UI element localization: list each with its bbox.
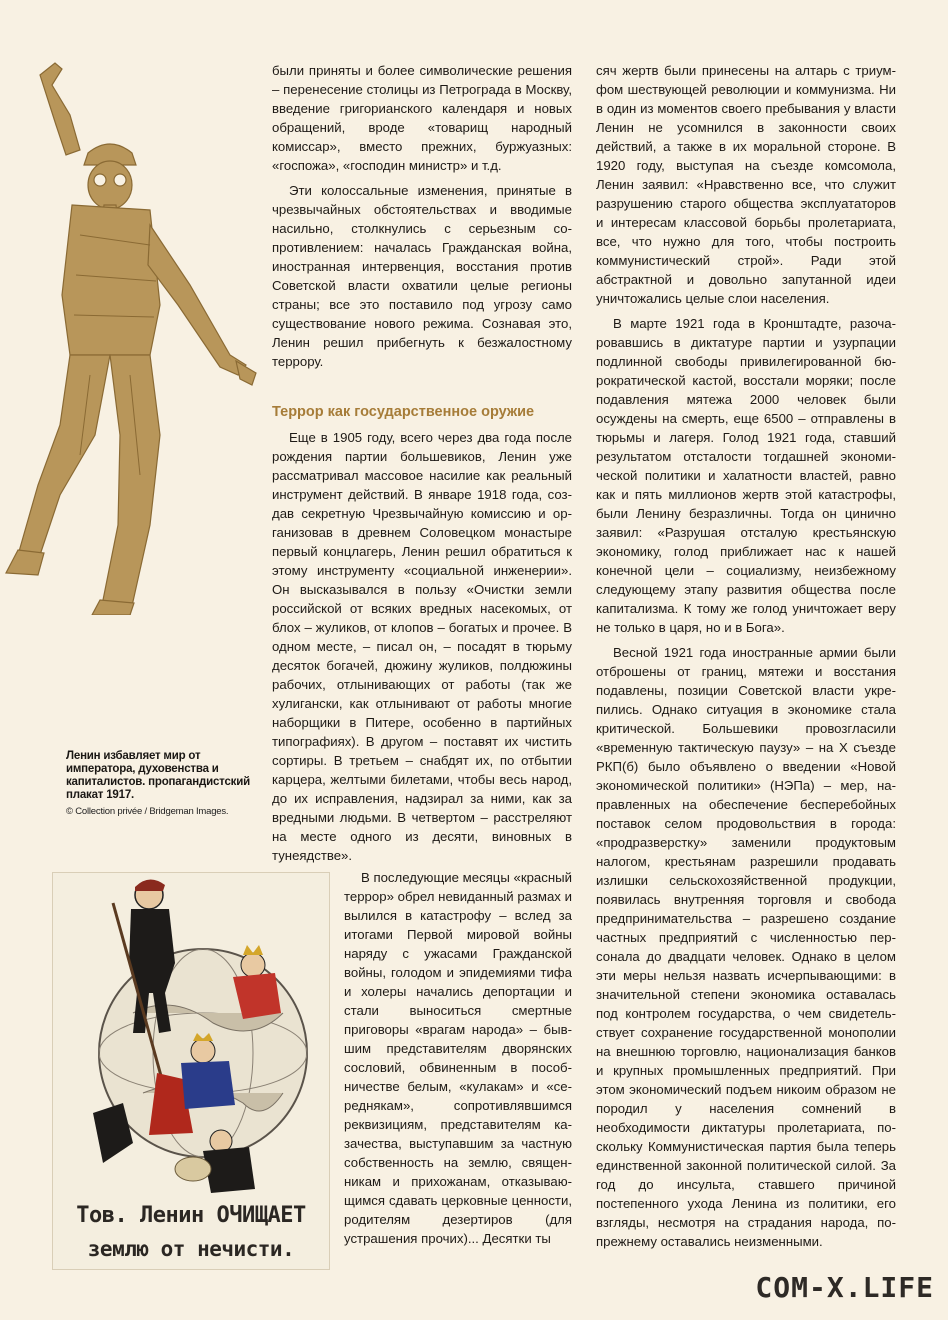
site-watermark: COM-X.LIFE xyxy=(755,1271,934,1304)
paragraph: Весной 1921 года иностранные армии были отброшены от границ, мятежи и восстания подавлены, позиции Советской власти укрепились. Однако ситуация в экономике стала критической. Большевики провозгласили «временную тактическую паузу» – на X съезде РКП(б) было объявлено о введении «Новой экономической политики» (НЭПа) – мер, направленных на обеспечение бесперебойных поставок селом продовольствия в города: «продразверстку» заменили продуктовым налогом, крестьянам разрешили продавать излишки сельскохозяйственной продукции, появилась внутренняя торговля и свобода предпринимательства – разрешено создание частных предприятий с численностью персонала до двадцати человек. Однако в целом эти меры нельзя назвать исчерпывающими: в значительной степени экономика оставалась под контролем государства, о чем свидетельствует сохранение государственной монополии на внешнюю торговлю, национализация банков и крупных промышленных предприятий. При этом экономический подъем никоим образом не породил у населения сомнений в необходимости диктатуры пролетариата, поскольку Коммунистическая партия была теперь единственной законной политической силой. За год до инсульта, ставшего причиной постепенного ухода Ленина из политики, его взгляды, несмотря на страдания народа, по-прежнему оставались неизменными. xyxy=(596,645,896,1249)
propaganda-poster xyxy=(52,872,330,1270)
article-column-1-bottom xyxy=(344,868,572,1248)
paragraph: сяч жертв были принесены на алтарь с триумфом шествующей революции и коммунизма. Ни в один из моментов своего пребывания у власти Ленин не усомнился в законности своих действий, а также в их моральной стороне. В 1920 году, выступая на съезде комсомола, Ленин заявил: «Нравственно все, что служит разрушению старого общества эксплуататоров и интересам классовой борьбы пролетариата, все, что нужно для того, чтобы построить коммунистический строй». Ради этой абстрактной и довольно запутанной идеи уничтожались целые слои населения. xyxy=(596,63,896,306)
caption-credit: © Collection privée / Bridgeman Images. xyxy=(66,806,229,817)
article-column-1-top xyxy=(272,61,572,371)
soldier-illustration xyxy=(0,55,268,615)
poster-slogan-line1: Тов. Ленин ОЧИЩАЕТ xyxy=(76,1203,306,1228)
poster-caption xyxy=(66,750,256,818)
paragraph: были приняты и более символические решения – перенесение столицы из Петрограда в Москву, введение григорианского календаря и новых обращений, вроде «товарищ народный комиссар», вместо прежних, буржуазных: «госпожа», «господин министр» и т.д. xyxy=(272,63,572,173)
article-column-2 xyxy=(596,61,896,1251)
article-column-1-middle xyxy=(272,428,572,865)
paragraph: В последующие месяцы «красный террор» обрел невиданный размах и вылился в катастрофу – вслед за итогами Первой мировой войны наряду с ужасами Гражданской войны, голодом и эпидемиями тифа и холеры начались депортации и стали выноситься смертные приговоры «врагам народа» – бывшим представителям дворянских сословий, обвиненным в пособничестве белым, «кулакам» и «середнякам», сопротивлявшимся реквизициям, представителям казачества, выступавшим за частную собственность на землю, священникам и прихожанам, отказывающимся сдавать церковные ценности, родителям дезертиров (для устрашения прочих)... Десятки ты xyxy=(344,870,572,1246)
poster-artwork xyxy=(53,873,329,1203)
section-heading: Террор как государственное оружие xyxy=(272,404,535,420)
paragraph: Еще в 1905 году, всего через два года после рождения партии большевиков, Ленин уже рассматривал массовое насилие как реальный инструмент действий. В январе 1918 года, создав секретную Чрезвычайную комиссию и организовав в древнем Соловецком монастыре первый концлагерь, Ленин решил обратиться к этому инструменту «социальной инженерии». Он высказывался в пользу «Очистки земли российской от всяких вредных насекомых, от блох – жуликов, от клопов – богатых и прочее. В одном месте, – писал он, – посадят в тюрьму десяток богачей, дюжину жуликов, полдюжины рабочих, отлынивающих от работы (так же хулигански, как отлынивают от работы многие наборщики в Питере, особенно в партийных типографиях). В другом – поставят их чистить сортиры. В третьем – снабдят их, по отбытии карцера, желтыми билетами, чтобы весь народ, до их исправления, надзирал за ними, как за вредными людьми. В четвертом – расстреляют на месте одного из десяти, виновных в тунеядстве». xyxy=(272,430,572,863)
caption-text: Ленин избавляет мир от императора, духовенства и капиталистов. пропагандистский плакат 1917. xyxy=(66,750,250,801)
paragraph: В марте 1921 года в Кронштадте, разочаровавшись в диктатуре партии и узурпации подлинной свободы привилегированной бюрократической кастой, восстали моряки; после подавления мятежа 2000 человек были осуждены на смерть, еще 6500 – отправлены в тюрьмы и лагеря. Голод 1921 года, ставший результатом отсталости тогдашней экономической политики и халатности властей, равно как и пять миллионов жертв этой катастрофы, были Ленину безразличны. Тогда он цинично заявил: «Разрушая отсталую крестьянскую экономику, голод приближает нас к нашей конечной цели – социализму, неизбежному следующему этапу развития общества после капитализма. К тому же голод уничтожает веру не только в царя, но и в Бога». xyxy=(596,316,896,635)
paragraph: Эти колоссальные изменения, принятые в чрезвычайных обстоятельствах и вводимые насильно, столкнулись с серьезным сопротивлением: началась Гражданская война, иностранная интервенция, восстания против Советской власти охватили целые регионы страны; все это поставило под угрозу само существование нового режима. Сознавая это, Ленин решил прибегнуть к безжалостному террору. xyxy=(272,183,572,369)
poster-slogan-line2: землю от нечисти. xyxy=(87,1237,295,1261)
